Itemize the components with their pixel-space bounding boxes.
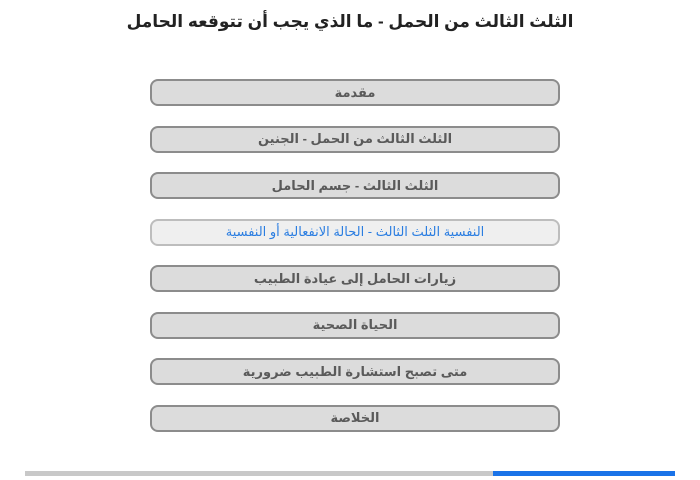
menu-item-healthy-life[interactable]: الحياة الصحية (150, 312, 560, 339)
menu-item-introduction[interactable]: مقدمة (150, 79, 560, 106)
progress-bar (25, 471, 675, 476)
menu-item-emotional-state[interactable]: النفسية الثلث الثالث - الحالة الانفعالية أو النفسية (150, 219, 560, 246)
menu-item-summary[interactable]: الخلاصة (150, 405, 560, 432)
menu-item-body[interactable]: الثلث الثالث - جسم الحامل (150, 172, 560, 199)
menu-item-when-to-consult[interactable]: متى تصبح استشارة الطبيب ضرورية (150, 358, 560, 385)
menu-item-doctor-visits[interactable]: زيارات الحامل إلى عيادة الطبيب (150, 265, 560, 292)
chapter-menu (150, 79, 560, 432)
progress-bar-fill (493, 471, 675, 476)
menu-item-fetus[interactable]: الثلث الثالث من الحمل - الجنين (150, 126, 560, 153)
page-title: الثلث الثالث من الحمل - ما الذي يجب أن تتوقعه الحامل (126, 12, 574, 31)
